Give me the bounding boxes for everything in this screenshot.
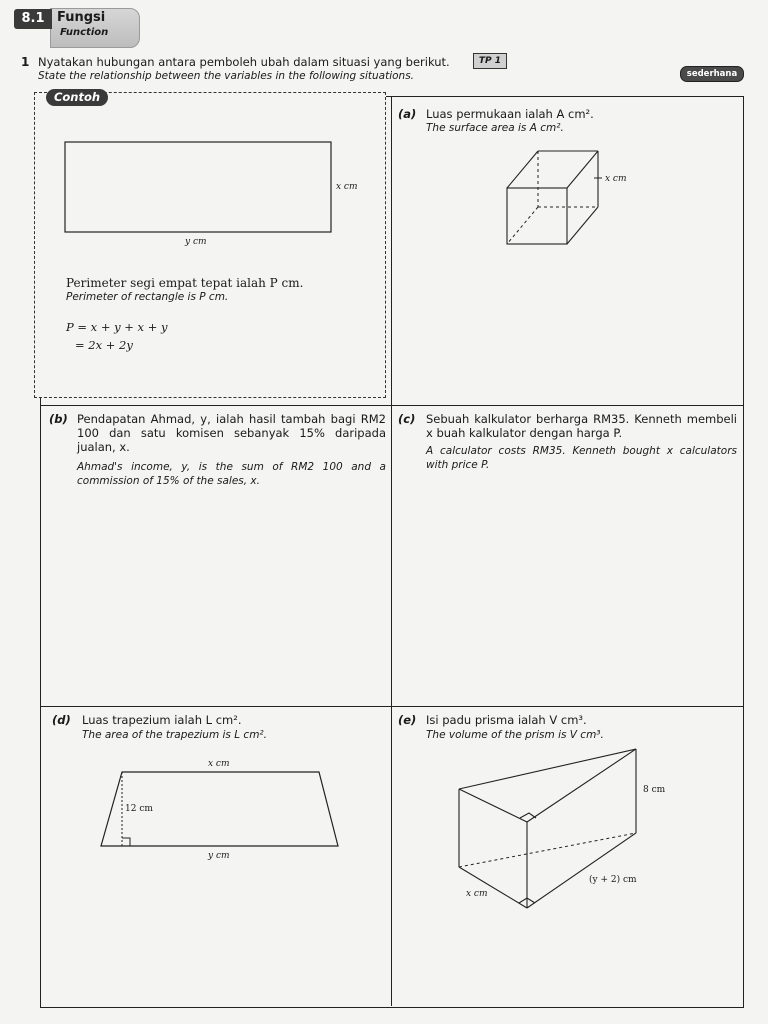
part-a-text: Luas permukaan ialah A cm². [426, 107, 594, 121]
grid-divider-vertical [391, 96, 392, 1006]
part-b-translation: Ahmad's income, y, is the sum of RM2 100 and a commission of 15% of the sales, x. [77, 461, 386, 487]
part-e-text: Isi padu prisma ialah V cm³. [426, 713, 587, 727]
example-working-line1: P = x + y + x + y [66, 320, 168, 334]
trapezium-base-label: y cm [208, 851, 230, 861]
prism-length-label: (y + 2) cm [589, 875, 637, 885]
part-b-label: (b) [49, 412, 68, 426]
cube-edge-label: x cm [605, 174, 627, 184]
part-c-translation: A calculator costs RM35. Kenneth bought x calculators with price P. [426, 445, 737, 471]
part-c-text: Sebuah kalkulator berharga RM35. Kenneth membeli x buah kalkulator dengan harga P. [426, 412, 737, 440]
example-label: Contoh [46, 89, 108, 106]
part-b-text: Pendapatan Ahmad, y, ialah hasil tambah bagi RM2 100 dan satu komisen sebanyak 15% daripada jualan, x. [77, 412, 386, 454]
grid-divider-row2 [40, 706, 743, 707]
grid-divider-row1 [40, 405, 743, 406]
level-badge: sederhana [680, 66, 744, 82]
part-c-label: (c) [398, 412, 416, 426]
example-translation: Perimeter of rectangle is P cm. [66, 291, 229, 303]
section-subtitle: Function [60, 27, 109, 38]
part-d-label: (d) [52, 713, 71, 727]
rectangle-width-label: x cm [336, 182, 358, 192]
trapezium-top-label: x cm [208, 759, 230, 769]
example-working-line2: = 2x + 2y [75, 338, 133, 352]
tp-badge: TP 1 [473, 53, 507, 69]
part-d-translation: The area of the trapezium is L cm². [82, 729, 267, 741]
question-text: Nyatakan hubungan antara pemboleh ubah dalam situasi yang berikut. [38, 55, 450, 69]
trapezium-height-label: 12 cm [125, 804, 153, 814]
part-a-label: (a) [398, 107, 417, 121]
part-e-label: (e) [398, 713, 417, 727]
part-a-translation: The surface area is A cm². [426, 122, 564, 134]
section-number: 8.1 [14, 9, 52, 29]
example-text: Perimeter segi empat tepat ialah P cm. [66, 276, 304, 290]
rectangle-length-label: y cm [185, 237, 207, 247]
question-translation: State the relationship between the variables in the following situations. [38, 70, 415, 82]
part-e-translation: The volume of the prism is V cm³. [426, 729, 604, 741]
prism-height-label: 8 cm [643, 785, 666, 795]
question-number: 1 [21, 55, 30, 69]
part-d-text: Luas trapezium ialah L cm². [82, 713, 242, 727]
example-box [34, 92, 386, 398]
section-title: Fungsi [57, 10, 106, 25]
prism-width-label: x cm [466, 889, 488, 899]
